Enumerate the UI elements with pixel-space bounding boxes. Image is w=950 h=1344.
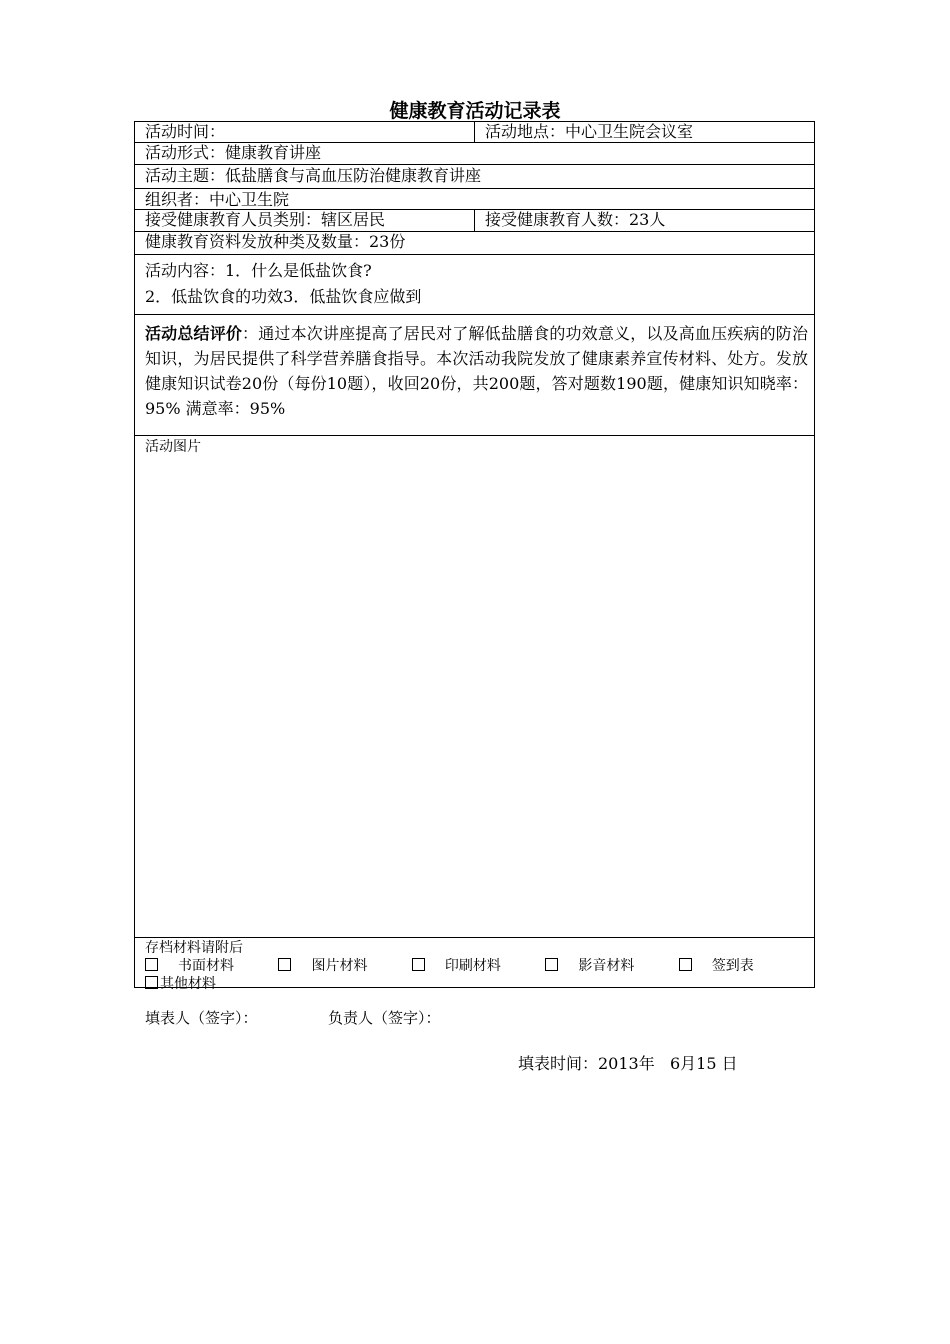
archive-section [145,939,808,993]
row-materials [135,232,814,255]
summary-body: ：通过本次讲座提高了居民对了解低盐膳食的功效意义，以及高血压疾病的防治知识，为居民提供了科学营养膳食指导。本次活动我院发放了健康素养宣传材料、处方。发放健康知识试卷20份（每份10题），收回20份，共200题，答对题数190题，健康知识知晓率：95% 满意率：95% [145,324,808,418]
archive-option[interactable]: 图片材料 [278,958,387,974]
archive-options [145,957,808,975]
row-time-place [135,122,814,143]
summary-text[interactable] [145,321,808,421]
checkbox-icon [545,958,558,971]
summary-section [135,314,814,435]
manager-signature-field[interactable]: 负责人（签字）： [328,1009,441,1027]
row-photos [135,436,814,938]
audience-count-field[interactable]: 接受健康教育人数：23人 [474,210,814,231]
summary-label: 活动总结评价 [145,324,243,343]
row-theme [135,165,814,189]
page-title: 健康教育活动记录表 [389,100,561,122]
audience-type-field[interactable]: 接受健康教育人员类别：辖区居民 [145,210,386,229]
content-line-1: 活动内容：1．什么是低盐饮食? [145,261,372,280]
activity-time-field[interactable]: 活动时间： [145,122,226,141]
row-archive [135,938,814,992]
row-content-summary [135,255,814,436]
activity-content[interactable] [145,258,808,310]
content-line-2: 2．低盐饮食的功效3．低盐饮食应做到 [145,287,422,306]
archive-option[interactable]: 签到表 [679,958,774,974]
photos-label: 活动图片 [145,439,201,455]
row-audience [135,210,814,232]
activity-place-field[interactable]: 活动地点：中心卫生院会议室 [474,122,814,142]
row-organizer [135,189,814,210]
archive-option[interactable]: 印刷材料 [412,958,521,974]
record-form [134,121,815,992]
archive-option[interactable]: 书面材料 [145,958,254,974]
checkbox-icon [145,958,158,971]
checkbox-icon [679,958,692,971]
archive-option[interactable]: 影音材料 [545,958,654,974]
materials-field[interactable]: 健康教育资料发放种类及数量：23份 [145,232,406,251]
archive-label: 存档材料请附后 [145,940,243,956]
fill-date: 填表时间：2013年 6月15 日 [518,1054,738,1073]
organizer-field[interactable]: 组织者：中心卫生院 [145,190,290,209]
checkbox-icon [412,958,425,971]
filler-signature-field[interactable]: 填表人（签字）： [145,1009,258,1027]
activity-theme-field[interactable]: 活动主题：低盐膳食与高血压防治健康教育讲座 [145,166,482,185]
checkbox-icon [278,958,291,971]
archive-option-other[interactable]: 其他材料 [145,975,808,993]
checkbox-icon [145,976,158,989]
row-format [135,143,814,165]
activity-format-field[interactable]: 活动形式：健康教育讲座 [145,143,322,162]
